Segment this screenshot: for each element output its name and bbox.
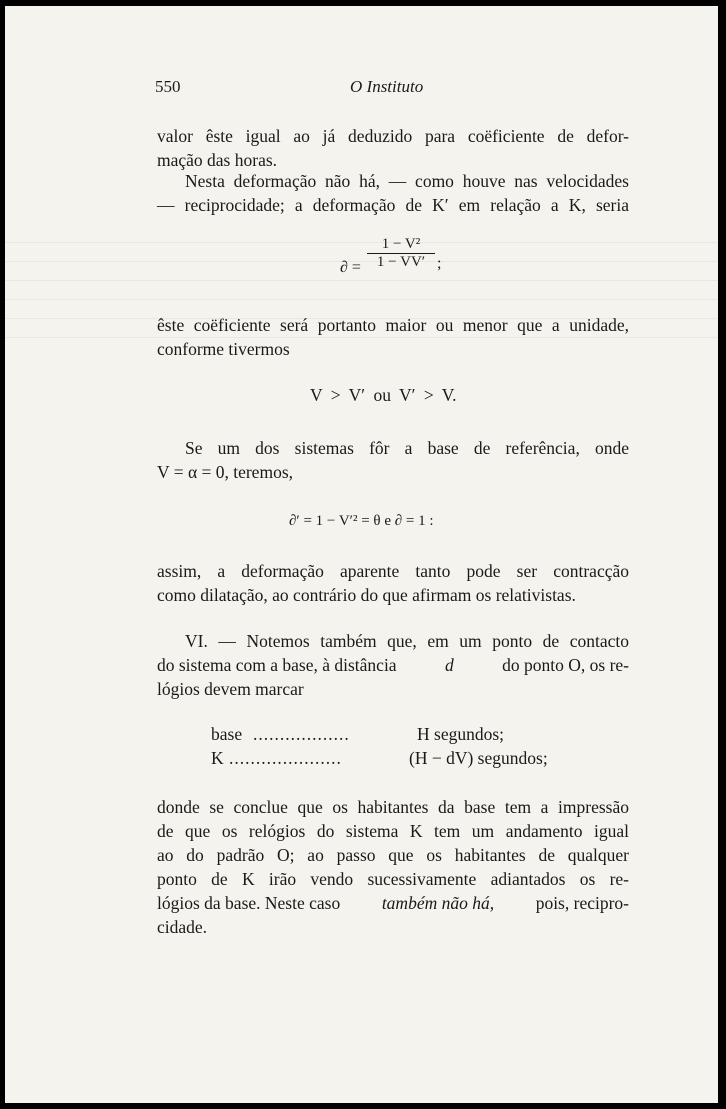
paragraph-line [157, 653, 629, 677]
condition-formula: V > V′ ou V′ > V. [310, 385, 457, 405]
clock-row-value: H segundos; [417, 724, 505, 744]
paragraph-line: lógios devem marcar [157, 679, 304, 699]
formula-denominator: 1 − VV′ [367, 253, 435, 271]
paragraph-line: conforme tivermos [157, 339, 290, 359]
paragraph-line: valor êste igual ao já deduzido para coëficiente de defor- [157, 126, 629, 146]
paragraph-line: — reciprocidade; a deformação de K′ em relação a K, seria [157, 195, 629, 215]
paragraph-line: mação das horas. [157, 150, 278, 170]
paragraph-line: ponto de K irão vendo sucessivamente adiantados os re- [157, 869, 629, 889]
line-text: pois, recipro- [535, 893, 629, 913]
clock-row-value: (H − dV) segundos; [409, 748, 548, 768]
page-number: 550 [155, 77, 181, 96]
paragraph-line: donde se conclue que os habitantes da base tem a impressão [157, 797, 629, 817]
paragraph-line: êste coëficiente será portanto maior ou menor que a unidade, [157, 315, 629, 335]
formula-suffix: ; [437, 255, 442, 272]
paragraph-line: V = α = 0, teremos, [157, 462, 294, 482]
paragraph-line: Se um dos sistemas fôr a base de referência, onde [185, 438, 629, 458]
clock-row-label: K [211, 748, 224, 768]
line-text: do sistema com a base, à distância [157, 655, 397, 675]
variable-d: d [444, 655, 454, 675]
formula-lhs: ∂ = [340, 259, 361, 276]
paragraph-line: ao do padrão O; ao passo que os habitantes de qualquer [157, 845, 629, 865]
paragraph-line: como dilatação, ao contrário do que afirmam os relativistas. [157, 585, 576, 605]
emphasis-text: também não há, [381, 893, 495, 913]
running-title: O Instituto [350, 77, 424, 96]
paragraph-line [157, 891, 629, 915]
clock-row-dots: .................. [253, 724, 350, 744]
line-text: lógios da base. Neste caso [157, 893, 341, 913]
line-text: do ponto O, os re- [502, 655, 629, 675]
formula-fraction [367, 236, 435, 271]
formula-numerator: 1 − V² [381, 236, 421, 252]
clock-row-dots: ..................... [229, 748, 342, 768]
base-formula: ∂′ = 1 − V′² = θ e ∂ = 1 : [289, 513, 434, 529]
paragraph-line: Nesta deformação não há, — como houve nas velocidades [185, 171, 629, 191]
book-page [5, 6, 718, 1103]
paragraph-line: cidade. [157, 917, 208, 937]
bleed-through [5, 236, 718, 356]
section-heading-line: VI. — Notemos também que, em um ponto de contacto [185, 631, 629, 651]
paragraph-line: de que os relógios do sistema K tem um andamento igual [157, 821, 629, 841]
clock-row-label: base [211, 724, 243, 744]
paragraph-line: assim, a deformação aparente tanto pode ser contracção [157, 561, 629, 581]
